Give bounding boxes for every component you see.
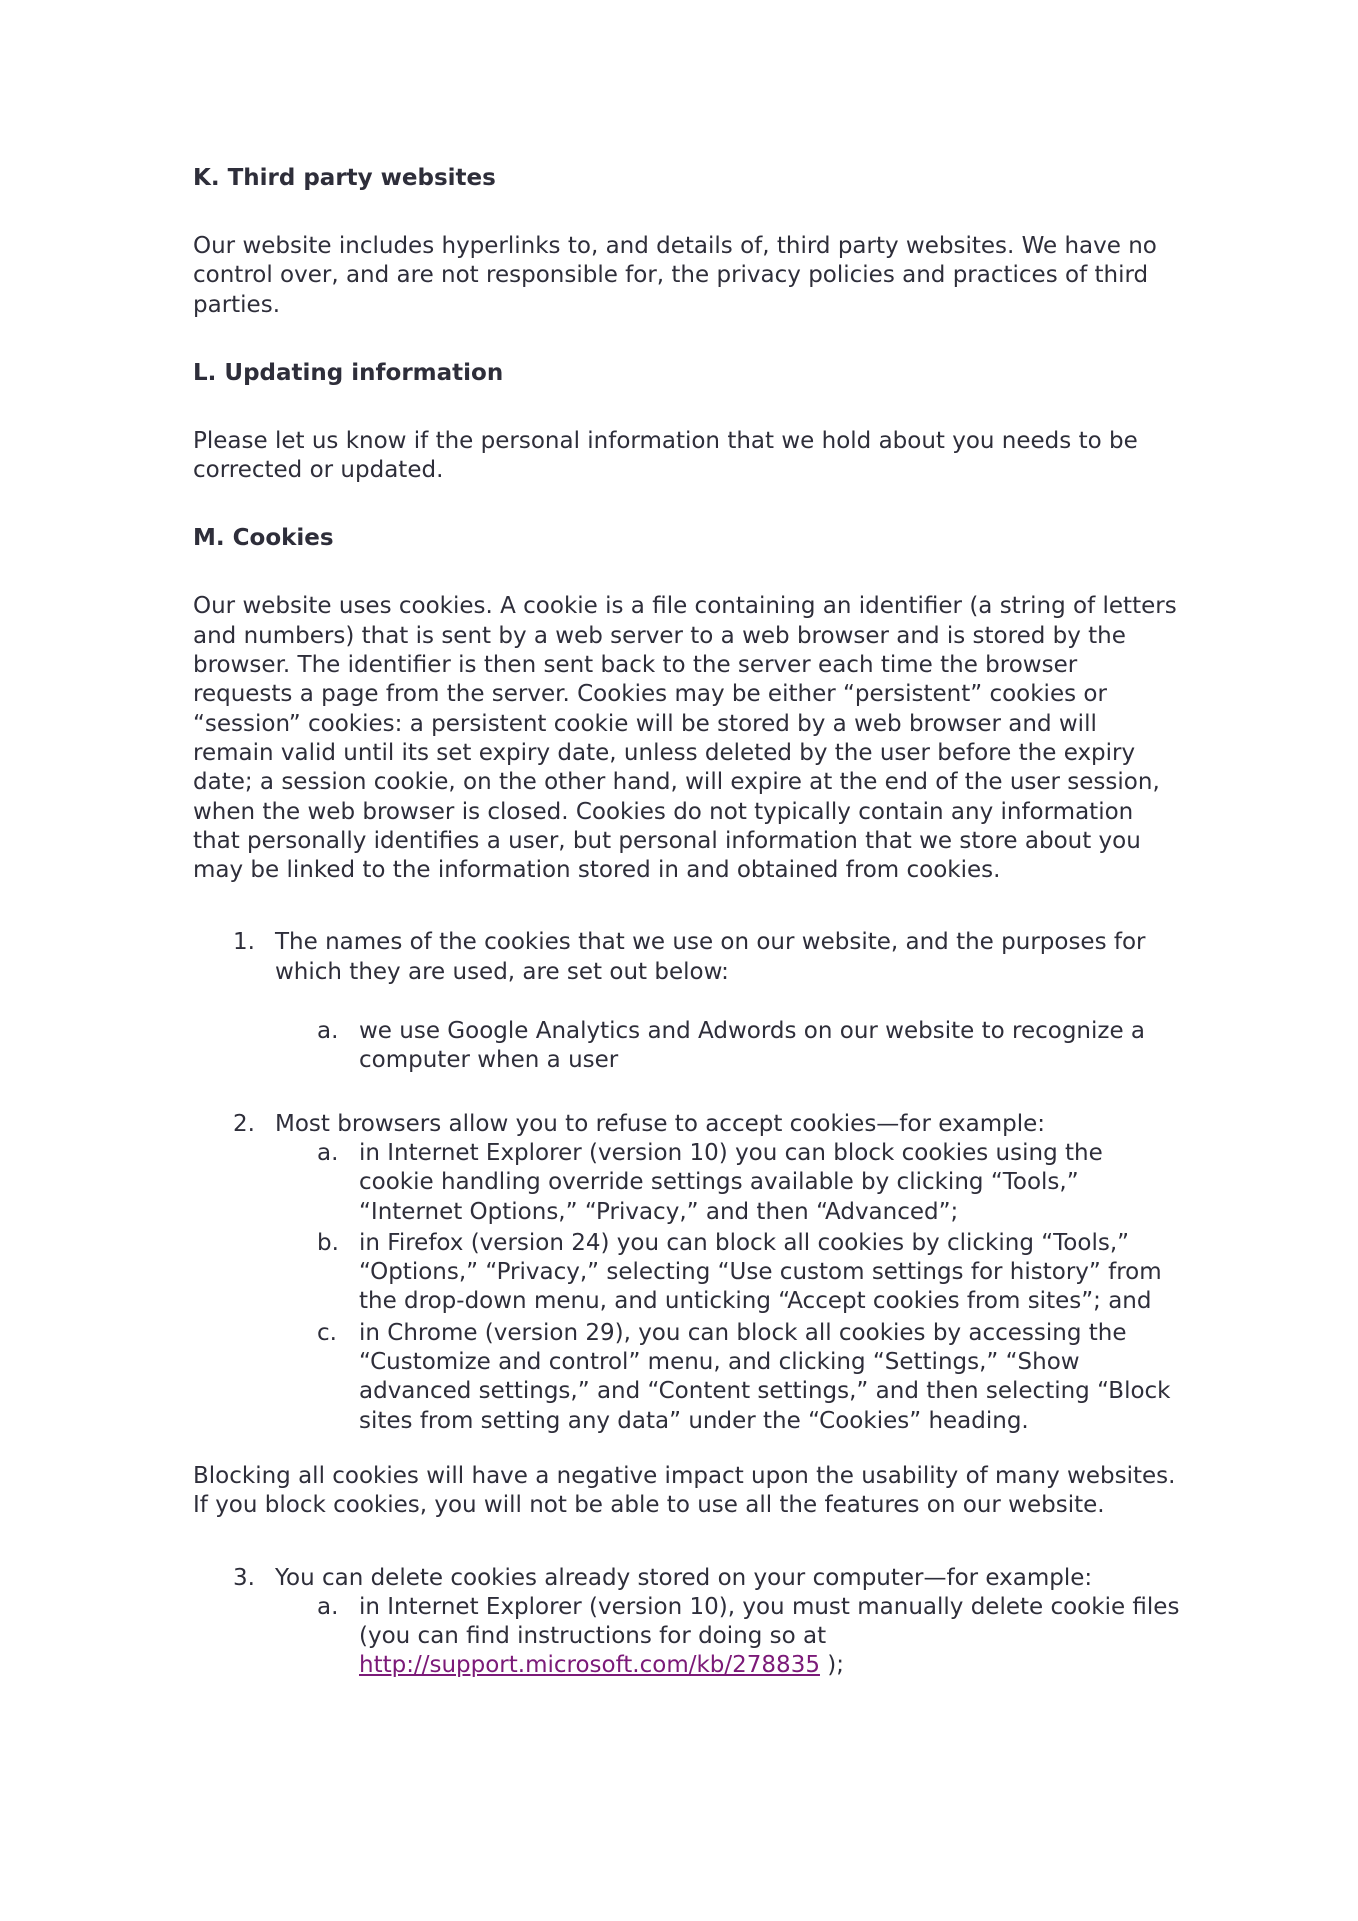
sub-list-marker: a. xyxy=(317,1593,339,1620)
section-m-heading: M. Cookies xyxy=(193,525,334,552)
cookie-list xyxy=(193,928,1183,1075)
sub-list-item-text-end: ); xyxy=(819,1652,845,1679)
sub-list-item-text: in Internet Explorer (version 10), you must manually delete cookie files (you can find instructions for doing so at xyxy=(359,1593,1180,1650)
section-l-heading: L. Updating information xyxy=(193,359,504,386)
list-item xyxy=(193,928,1183,1075)
sub-list-item xyxy=(275,1593,1183,1681)
sub-list-marker: a. xyxy=(317,1018,339,1045)
section-k-heading: K. Third party websites xyxy=(193,165,496,191)
list-item xyxy=(193,1564,1183,1681)
sub-list-item-text: in Firefox (version 24) you can block all cookies by clicking “Tools,” “Options,” “Privacy,” selecting “Use custom settings for history” from the drop-down menu, and unticking “Accept cookies from sites”; and xyxy=(359,1229,1162,1315)
blocking-note: Blocking all cookies will have a negative impact upon the usability of many websites. If you block cookies, you will not be able to use all the features on our website. xyxy=(193,1462,1176,1519)
sub-list-marker: c. xyxy=(317,1319,337,1346)
list-item-text: The names of the cookies that we use on our website, and the purposes for which they are used, are set out below: xyxy=(275,929,1146,985)
list-marker: 2. xyxy=(233,1110,255,1137)
sub-list-item xyxy=(275,1017,1183,1076)
section-k-body: Our website includes hyperlinks to, and details of, third party websites. We have no control over, and are not responsible for, the privacy policies and practices of third parties. xyxy=(193,233,1157,318)
sub-list xyxy=(193,1017,1183,1076)
sub-list-item-text: in Chrome (version 29), you can block all cookies by accessing the “Customize and control” menu, and clicking “Settings,” “Show advanced settings,” and “Content settings,” and then selecting “Block sites from setting any data” under the “Cookies” heading. xyxy=(359,1319,1171,1434)
sub-list xyxy=(193,1593,1183,1681)
sub-list-marker: a. xyxy=(317,1139,339,1166)
document-page xyxy=(193,163,1183,1681)
list-marker: 3. xyxy=(233,1564,255,1591)
section-l-body: Please let us know if the personal information that we hold about you needs to be corrected or updated. xyxy=(193,427,1138,484)
sub-list-item-text: in Internet Explorer (version 10) you can block cookies using the cookie handling override settings available by clicking “Tools,” “Internet Options,” “Privacy,” and then “Advanced”; xyxy=(359,1139,1103,1225)
list-marker: 1. xyxy=(233,929,255,956)
sub-list-marker: b. xyxy=(317,1229,339,1256)
list-item-text: You can delete cookies already stored on your computer—for example: xyxy=(275,1564,1093,1591)
delete-list xyxy=(193,1564,1183,1681)
sub-list xyxy=(193,1139,1183,1436)
section-m-body: Our website uses cookies. A cookie is a file containing an identifier (a string of letters and numbers) that is sent by a web server to a web browser and is stored by the browser. The identifier is then sent back to the server each time the browser requests a page from the server. Cookies may be either “persistent” cookies or “session” cookies: a persistent cookie will be stored by a web browser and will remain valid until its set expiry date, unless deleted by the user before the expiry date; a session cookie, on the other hand, will expire at the end of the user session, when the web browser is closed. Cookies do not typically contain any information that personally identifies a user, but personal information that we store about you may be linked to the information stored in and obtained from cookies. xyxy=(193,593,1177,884)
sub-list-item xyxy=(275,1229,1183,1317)
sub-list-item xyxy=(275,1139,1183,1227)
list-item xyxy=(193,1110,1183,1436)
list-item-text: Most browsers allow you to refuse to accept cookies—for example: xyxy=(275,1110,1045,1137)
sub-list-item-text: we use Google Analytics and Adwords on our website to recognize a computer when a user xyxy=(359,1018,1146,1074)
sub-list-item xyxy=(275,1319,1183,1436)
browser-list xyxy=(193,1110,1183,1436)
microsoft-support-link[interactable]: http://support.microsoft.com/kb/278835 xyxy=(359,1652,820,1679)
